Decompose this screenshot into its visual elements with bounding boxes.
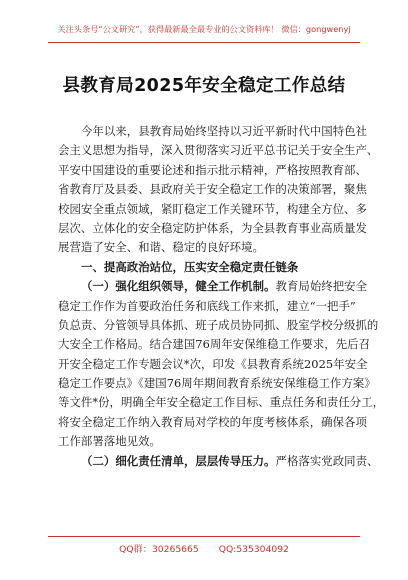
body-line: 稳定工作作为首要政治任务和底线工作来抓，建立“一把手” — [58, 298, 356, 313]
footer-qq-group: QQ群：30265665 — [119, 544, 199, 555]
body-line: 将安全稳定工作纳入教育局对学校的年度考核体系，确保各项 — [58, 414, 367, 429]
body-line: 校园安全重点领域，紧盯稳定工作关键环节，构建全方位、多 — [58, 201, 367, 216]
header-divider — [48, 42, 360, 43]
body-line: 省教育厅及县委、县政府关于安全稳定工作的决策部署，聚焦 — [58, 182, 367, 197]
footer-qq: QQ:535304092 — [218, 544, 289, 555]
body-line: 等文件*份，明确全年安全稳定工作目标、重点任务和责任分工， — [58, 395, 385, 410]
document-body — [58, 122, 385, 471]
body-line: 层次、立体化的安全稳定防护体系，为全县教育事业高质量发 — [58, 220, 367, 235]
subsection-lead: （一）强化组织领导，健全工作机制。 — [81, 279, 276, 294]
body-text: 教育局始终把安全 — [275, 279, 368, 294]
body-line: 工作部署落地见效。 — [58, 434, 161, 449]
body-line: 展营造了安全、和谐、稳定的良好环境。 — [58, 240, 264, 255]
body-line: 大安全工作格局。结合建国76周年安保维稳工作要求，先后召 — [58, 337, 371, 352]
body-line: 会主义思想为指导，深入贯彻落实习近平总书记关于安全生产、 — [58, 143, 379, 158]
body-line: 平安中国建设的重要论述和指示批示精神，严格按照教育部、 — [58, 162, 367, 177]
page-header — [0, 0, 408, 46]
page-footer — [0, 541, 408, 555]
footer-divider — [48, 536, 360, 537]
header-promo-text: 关注头条号“公文研究”，获得最新最全最专业的公文资料库！ 微信：gongwenyj — [57, 24, 351, 34]
body-line — [58, 277, 368, 296]
subsection-lead: （二）细化责任清单，层层传导压力。 — [81, 453, 276, 468]
body-line: 今年以来，县教育局始终坚持以习近平新时代中国特色社 — [81, 124, 368, 138]
body-line — [58, 452, 379, 471]
body-text: 严格落实党政同责、 — [275, 453, 379, 468]
body-line: 开安全稳定工作专题会议*次，印发《县教育系统2025年安全 — [58, 356, 368, 371]
body-line: 稳定工作要点》《建国76周年期间教育系统安保维稳工作方案》 — [58, 376, 376, 391]
body-line: 负总责、分管领导具体抓、班子成员协同抓、股室学校分级抓的 — [58, 317, 379, 332]
section-heading: 一、提高政治站位，压实安全稳定责任链条 — [81, 259, 299, 274]
document-title: 县教育局2025年安全稳定工作总结 — [62, 76, 346, 96]
